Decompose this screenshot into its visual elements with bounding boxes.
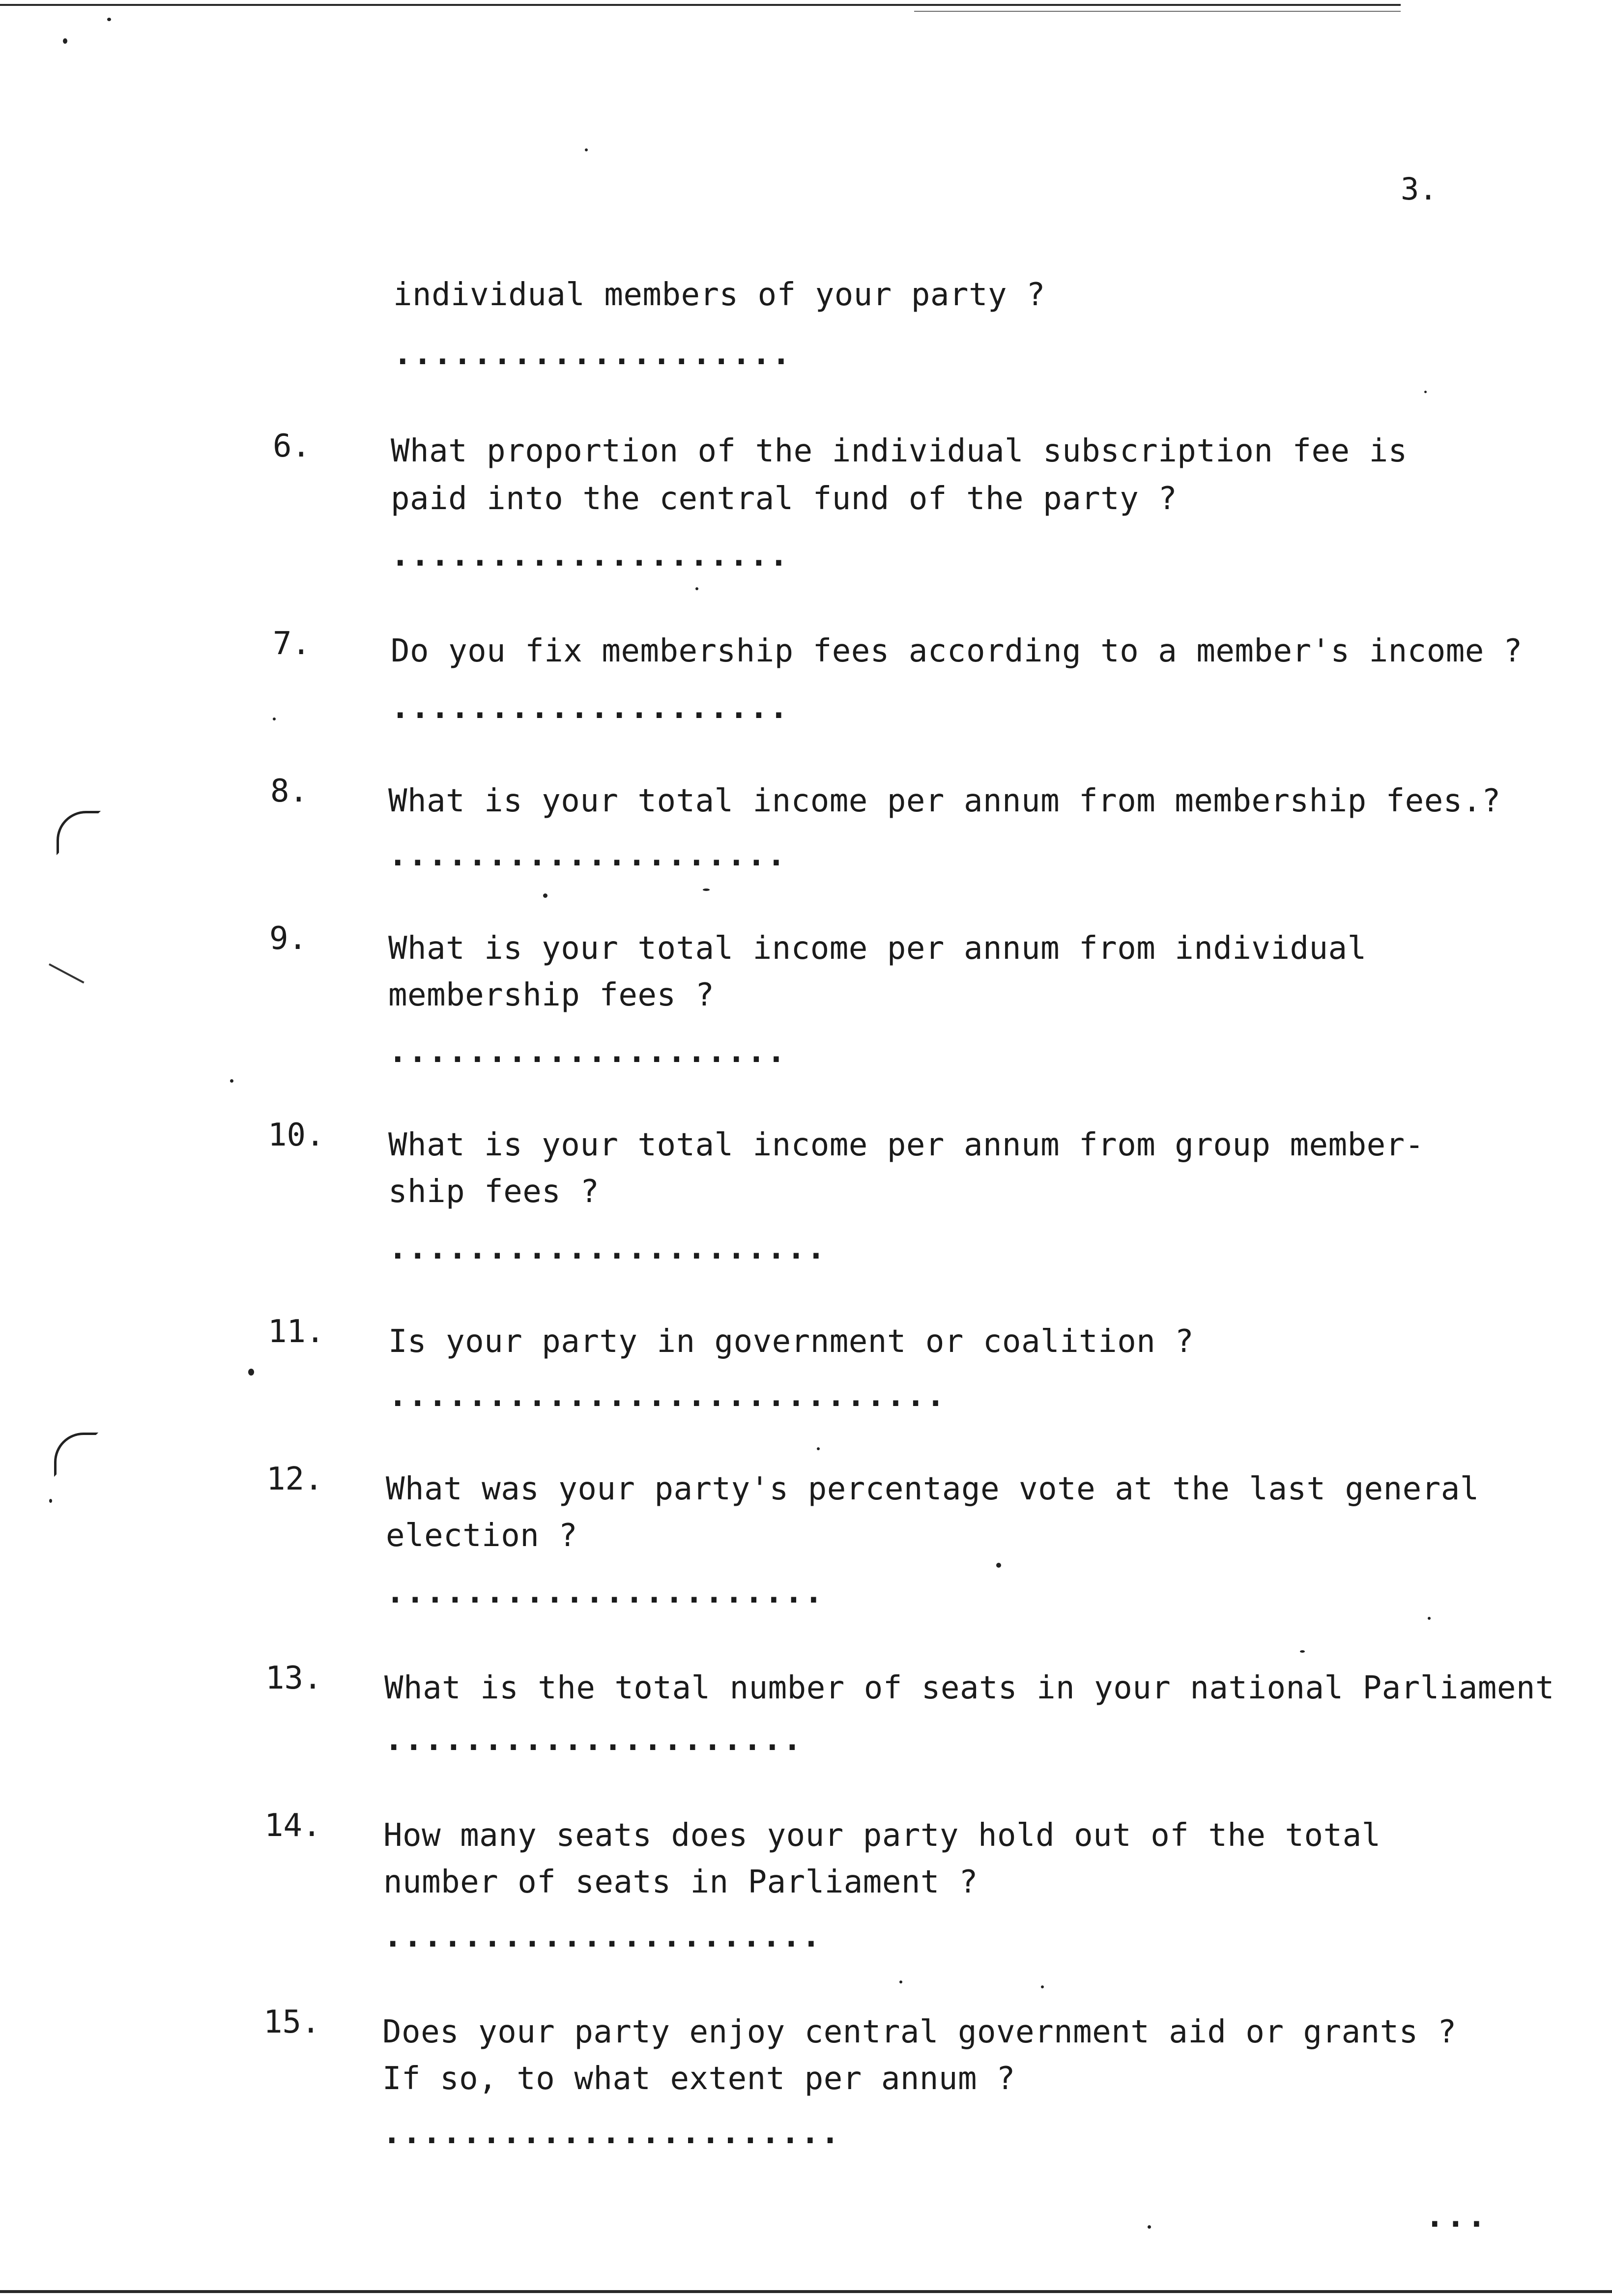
answer-dots: .................... (388, 837, 787, 873)
question-number: 11. (268, 1314, 325, 1350)
question-line: Is your party in government or coalition ? (388, 1323, 1194, 1360)
scan-mark (49, 963, 85, 983)
scan-speck (49, 1499, 52, 1503)
scan-speck (543, 893, 547, 898)
scan-speck (817, 1447, 820, 1450)
punch-hole-arc (54, 1433, 98, 1477)
scan-speck (63, 38, 67, 44)
question-line: membership fees ? (388, 977, 715, 1013)
top-border-thin-line (914, 11, 1401, 12)
scan-speck (1148, 2225, 1151, 2229)
question-line: number of seats in Parliament ? (383, 1864, 978, 1900)
scan-speck (1300, 1650, 1305, 1653)
question-line: paid into the central fund of the party ? (391, 481, 1178, 517)
bottom-border-line (0, 2290, 1612, 2293)
question-number: 15. (263, 2004, 320, 2040)
page-number: 3. (1401, 171, 1438, 207)
question-line: ship fees ? (388, 1174, 600, 1210)
scan-speck (273, 718, 276, 720)
scan-speck (1041, 1985, 1044, 1988)
question-line: What is your total income per annum from individual (388, 930, 1367, 967)
page-continuation-marker: ... (1425, 2198, 1488, 2235)
answer-dots: ............................ (388, 1378, 946, 1414)
answer-dots: ...................... (386, 1574, 824, 1610)
question-line: What was your party's percentage vote at the last general (386, 1471, 1479, 1507)
scan-speck (248, 1369, 254, 1376)
scan-speck (996, 1563, 1001, 1568)
answer-dots: ....................... (382, 2115, 841, 2151)
question-line: What is the total number of seats in your national Parliament (384, 1670, 1554, 1706)
scan-speck (107, 18, 111, 21)
top-border-line (0, 4, 1401, 6)
question-number: 14. (264, 1808, 321, 1844)
answer-dots: ..................... (384, 1722, 803, 1758)
question-line: Does your party enjoy central government aid or grants ? (382, 2014, 1457, 2050)
scan-speck (585, 148, 588, 151)
scan-speck (899, 1980, 902, 1983)
question-line: If so, to what extent per annum ? (382, 2061, 1016, 2097)
question-line: What proportion of the individual subscription fee is (391, 433, 1408, 469)
question-line: What is your total income per annum from group member- (388, 1127, 1424, 1163)
question-line: Do you fix membership fees according to a member's income ? (391, 633, 1523, 669)
question-line: How many seats does your party hold out of the total (383, 1817, 1381, 1854)
question-number: 6. (273, 428, 311, 464)
scan-speck (230, 1079, 233, 1083)
scan-speck (703, 889, 710, 891)
question-number: 12. (266, 1461, 323, 1497)
question-number: 13. (265, 1660, 322, 1696)
question-line: What is your total income per annum from membership fees.? (388, 783, 1501, 819)
question-number: 9. (269, 920, 308, 957)
intro-line: individual members of your party ? (393, 277, 1046, 313)
scan-speck (1424, 391, 1427, 393)
punch-hole-arc (57, 811, 101, 855)
answer-dots: .................... (391, 537, 789, 574)
question-number: 8. (270, 773, 309, 809)
answer-dots: .................... (391, 689, 789, 726)
question-number: 7. (273, 626, 311, 662)
question-line: election ? (386, 1518, 578, 1554)
answer-dots: ...................... (383, 1918, 822, 1954)
scan-speck (695, 587, 698, 590)
answer-dots: .................... (388, 1033, 787, 1070)
answer-dots: ...................... (388, 1230, 827, 1266)
answer-dots: .................... (393, 336, 792, 372)
scan-speck (1428, 1617, 1431, 1620)
question-number: 10. (268, 1117, 325, 1153)
